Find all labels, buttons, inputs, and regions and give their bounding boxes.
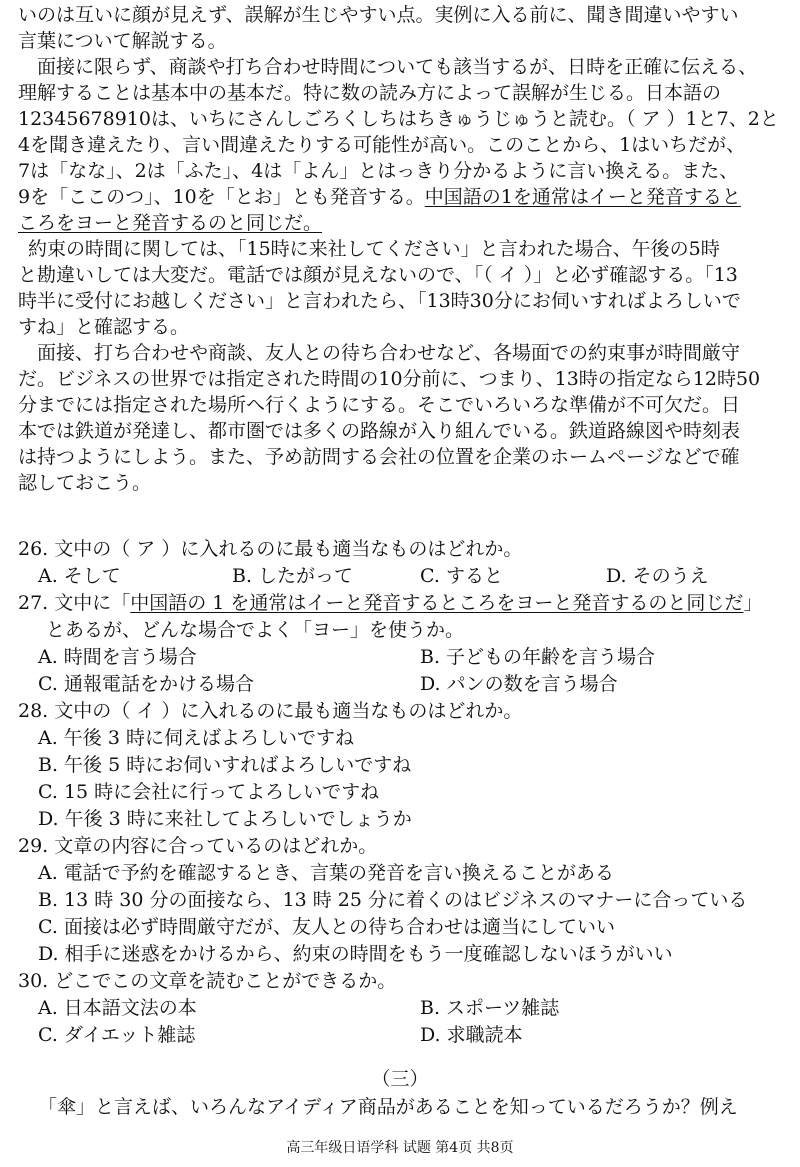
passage-line: すね」と確認する。 (18, 316, 190, 338)
q27-option-d[interactable]: D. パンの数を言う場合 (420, 673, 618, 695)
passage-line: 言葉について解説する。 (18, 30, 227, 52)
q28-option-a[interactable]: A. 午後 3 時に伺えばよろしいですね (38, 727, 354, 749)
underlined-phrase: ころをヨーと発音するのと同じだ。 (18, 212, 323, 234)
page-footer: 高三年级日语学科 试题 第4页 共8页 (286, 1140, 514, 1156)
passage-line: 面接に限らず、商談や打ち合わせ時間についても該当するが、日時を正確に伝える、 (18, 56, 758, 78)
q30-option-d[interactable]: D. 求職読本 (420, 1024, 523, 1046)
passage-line: 7は「なな」、2は「ふた」、4は「よん」とはっきり分かるように言い換える。また、 (18, 160, 739, 182)
q28-option-c[interactable]: C. 15 時に会社に行ってよろしいですね (38, 781, 380, 803)
q26-option-d[interactable]: D. そのうえ (606, 565, 709, 587)
underlined-phrase: 中国語の1を通常はイーと発音すると (424, 186, 741, 208)
passage-line-text: 9を「ここのつ」、10を「とお」とも発音する。 (18, 186, 425, 208)
q29-option-d[interactable]: D. 相手に迷惑をかけるから、約束の時間をもう一度確認しないほうがいい (38, 943, 673, 965)
passage-line: 12345678910は、いちにさんしごろくしちはちきゅうじゅうと読む。（ ア ）1と7、2と (18, 108, 779, 130)
passage-line: 認しておこう。 (18, 472, 152, 494)
q29-option-b[interactable]: B. 13 時 30 分の面接なら、13 時 25 分に着くのはビジネスのマナーに合っている (38, 889, 748, 911)
passage-line: は持つようにしよう。また、予め訪問する会社の位置を企業のホームページなどで確 (18, 446, 740, 468)
question-26-stem: 26. 文中の（ ア ）に入れるのに最も適当なものはどれか。 (18, 538, 523, 560)
q28-option-b[interactable]: B. 午後 5 時にお伺いすればよろしいですね (38, 754, 412, 776)
q29-option-c[interactable]: C. 面接は必ず時間厳守だが、友人との待ち合わせは適当にしていい (38, 916, 615, 938)
q27-quoted-phrase: 中国語の 1 を通常はイーと発音するところをヨーと発音するのと同じだ (130, 592, 744, 614)
passage-line (18, 210, 786, 236)
passage-line: 約束の時間に関しては、「15時に来社してください」と言われた場合、午後の5時 (28, 238, 720, 260)
passage-line: 理解することは基本中の基本だ。特に数の読み方によって誤解が生じる。日本語の (18, 82, 722, 104)
section-3-passage (18, 1094, 786, 1120)
question-27-stem (18, 590, 788, 616)
passage-line: いのは互いに顔が見えず、誤解が生じやすい点。実例に入る前に、聞き間違いやすい (18, 4, 739, 26)
passage-line: 時半に受付にお越しください」と言われたら、「13時30分にお伺いすればよろしいで (18, 290, 741, 312)
section-3-heading: （三） (371, 1068, 429, 1090)
passage-line: 分までには指定された場所へ行くようにする。そこでいろいろな準備が不可欠だ。日 (18, 394, 741, 416)
passage-line (18, 184, 786, 210)
q27-stem-suffix: 」 (743, 592, 763, 614)
q29-option-a[interactable]: A. 電話で予約を確認するとき、言葉の発音を言い換えることがある (38, 862, 615, 884)
q26-option-a[interactable]: A. そして (38, 565, 121, 587)
q27-stem-prefix: 27. 文中に「 (18, 592, 131, 614)
question-28-stem: 28. 文中の（ イ ）に入れるのに最も適当なものはどれか。 (18, 700, 523, 722)
passage-line: だ。ビジネスの世界では指定された時間の10分前に、つまり、13時の指定なら12時50 (18, 368, 761, 390)
question-29-stem: 29. 文章の内容に合っているのはどれか。 (18, 835, 378, 857)
passage-line: 本では鉄道が発達し、都市圏では多くの路線が入り組んでいる。鉄道路線図や時刻表 (18, 420, 741, 442)
passage-line: 面接、打ち合わせや商談、友人との待ち合わせなど、各場面での約束事が時間厳守 (18, 342, 741, 364)
q30-option-c[interactable]: C. ダイエット雑誌 (38, 1024, 196, 1046)
passage-line: 「傘」と言えば、いろんなアイディア商品があることを知っているだろうか？例え (38, 1096, 738, 1118)
question-27-stem-continued: とあるが、どんな場合でよく「ヨー」を使うか。 (46, 619, 465, 641)
q28-option-d[interactable]: D. 午後 3 時に来社してよろしいでしょうか (38, 808, 412, 830)
q26-option-c[interactable]: C. すると (420, 565, 503, 587)
q26-option-b[interactable]: B. したがって (232, 565, 354, 587)
q27-option-a[interactable]: A. 時間を言う場合 (38, 646, 197, 668)
q27-option-b[interactable]: B. 子どもの年齢を言う場合 (420, 646, 656, 668)
q27-option-c[interactable]: C. 通報電話をかける場合 (38, 673, 254, 695)
reading-passage (18, 2, 786, 496)
q30-option-a[interactable]: A. 日本語文法の本 (38, 997, 197, 1019)
passage-line: 4を聞き違えたり、言い間違えたりする可能性が高い。このことから、1はいちだが、 (18, 134, 746, 156)
question-30-stem: 30. どこでこの文章を読むことができるか。 (18, 970, 397, 992)
q30-option-b[interactable]: B. スポーツ雑誌 (420, 997, 560, 1019)
passage-line: と勘違いしては大変だ。電話では顔が見えないので、「（ イ ）」と必ず確認する。「13 (18, 264, 738, 286)
